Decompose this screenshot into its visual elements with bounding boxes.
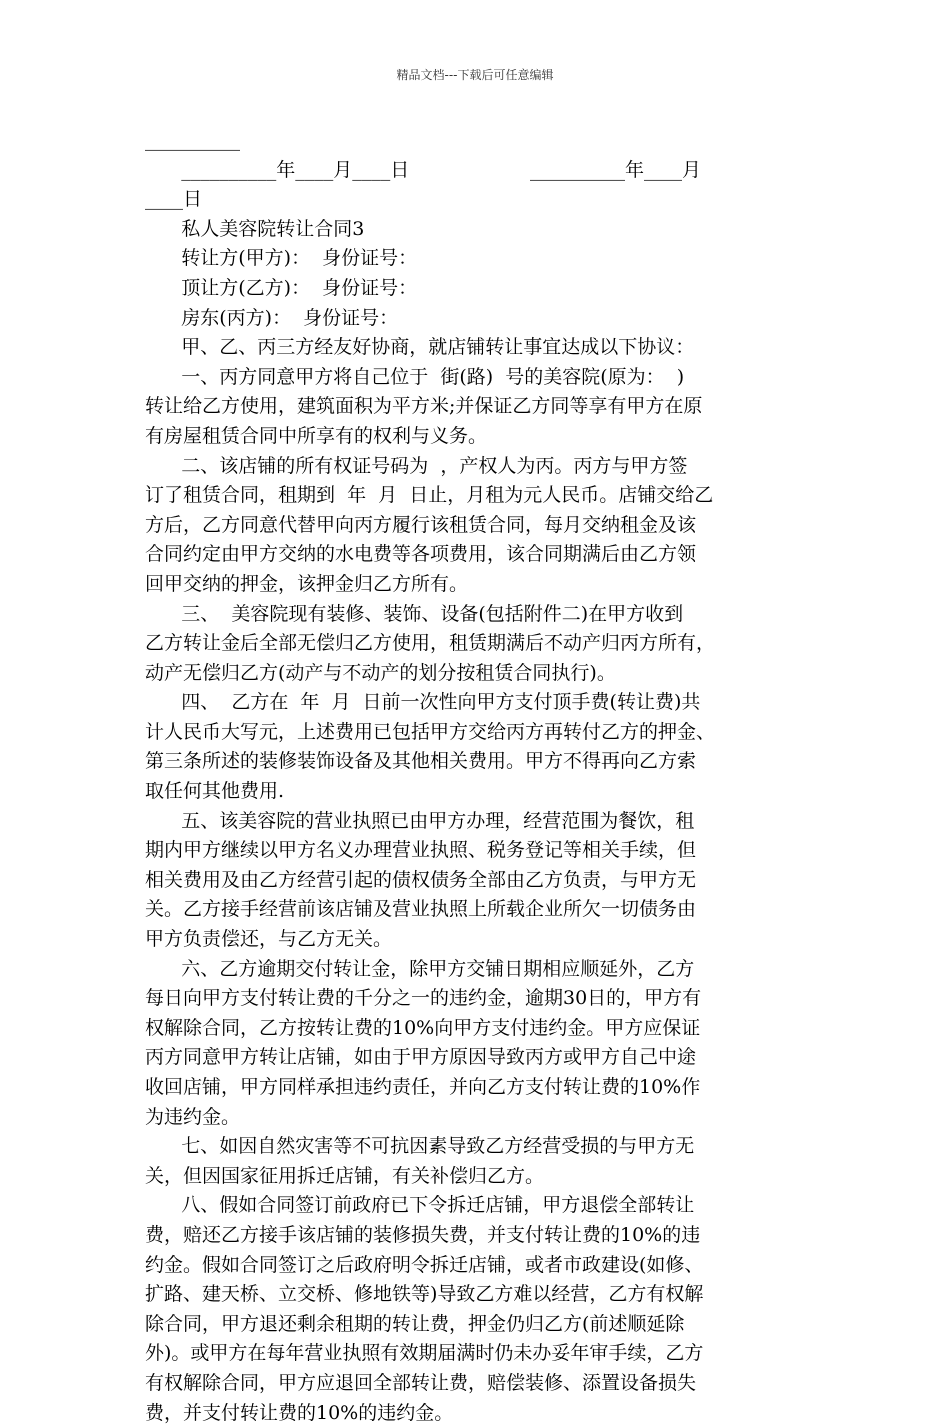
clause-8-line: 八、假如合同签订前政府已下令拆迁店铺，甲方退偿全部转让 — [145, 1194, 695, 1217]
clause-4-line: 取任何其他费用. — [145, 780, 285, 803]
clause-6-line: 每日向甲方支付转让费的千分之一的违约金，逾期30日的，甲方有 — [145, 987, 702, 1010]
clause-2-line: 订了租赁合同，租期到 年 月 日止，月租为元人民币。店铺交给乙 — [145, 484, 714, 507]
clause-6-line: 六、乙方逾期交付转让金，除甲方交铺日期相应顺延外，乙方 — [145, 957, 695, 980]
clause-2-line: 合同约定由甲方交纳的水电费等各项费用，该合同期满后由乙方领 — [145, 543, 697, 566]
clause-8-line: 除合同，甲方退还剩余租期的转让费，押金仍归乙方(前述顺延除 — [145, 1312, 685, 1335]
page-header-note: 精品文档---下载后可任意编辑 — [396, 68, 554, 82]
clause-8-line: 扩路、建天桥、立交桥、修地铁等)导致乙方难以经营，乙方有权解 — [145, 1283, 704, 1306]
clause-6-line: 权解除合同，乙方按转让费的10%向甲方支付违约金。甲方应保证 — [145, 1016, 701, 1039]
clause-7-line: 七、如因自然灾害等不可抗因素导致乙方经营受损的与甲方无 — [145, 1135, 695, 1158]
clause-5-line: 相关费用及由乙方经营引起的债权债务全部由乙方负责，与甲方无 — [145, 868, 697, 891]
clause-4-line: 计人民币大写元，上述费用已包括甲方交给丙方再转付乙方的押金、 — [145, 720, 716, 743]
clause-8-line: 约金。假如合同签订之后政府明令拆迁店铺，或者市政建设(如修、 — [145, 1253, 704, 1276]
contract-title: 私人美容院转让合同3 — [145, 217, 365, 240]
clause-2-line: 二、该店铺的所有权证号码为 ，产权人为丙。丙方与甲方签 — [145, 454, 688, 477]
clause-8-line: 有权解除合同，甲方应退回全部转让费，赔偿装修、添置设备损失 — [145, 1371, 697, 1394]
party-landlord: 房东(丙方)： 身份证号： — [145, 306, 399, 329]
party-transferee: 顶让方(乙方)： 身份证号： — [145, 276, 418, 299]
preamble: 甲、乙、丙三方经友好协商，就店铺转让事宜达成以下协议： — [145, 336, 695, 359]
clause-5-line: 期内甲方继续以甲方名义办理营业执照、税务登记等相关手续，但 — [145, 839, 697, 862]
clause-2-line: 方后，乙方同意代替甲向丙方履行该租赁合同，每月交纳租金及该 — [145, 513, 697, 536]
date-line: __________年____月____日 __________年____月 — [145, 158, 702, 181]
signature-underline: __________ — [145, 129, 240, 151]
clause-6-line: 丙方同意甲方转让店铺，如由于甲方原因导致丙方或甲方自己中途 — [145, 1046, 697, 1069]
clause-3-line: 动产无偿归乙方(动产与不动产的划分按租赁合同执行)。 — [145, 661, 616, 684]
clause-6-line: 收回店铺，甲方同样承担违约责任，并向乙方支付转让费的10%作 — [145, 1076, 701, 1098]
clause-5-line: 五、该美容院的营业执照已由甲方办理，经营范围为餐饮，租 — [145, 809, 695, 832]
clause-4-line: 第三条所述的装修装饰设备及其他相关费用。甲方不得再向乙方索 — [145, 750, 697, 773]
clause-8-line: 费，并支付转让费的10%的违约金。 — [145, 1401, 454, 1424]
date-line-continued: ____日 — [145, 188, 203, 211]
party-transferor: 转让方(甲方)： 身份证号： — [145, 247, 418, 270]
clause-8-line: 费，赔还乙方接手该店铺的装修损失费，并支付转让费的10%的违 — [145, 1223, 701, 1246]
clause-3-line: 三、 美容院现有装修、装饰、设备(包括附件二)在甲方收到 — [145, 602, 684, 625]
contract-body — [145, 126, 810, 1428]
clause-6-line: 为违约金。 — [145, 1105, 241, 1128]
clause-2-line: 回甲交纳的押金，该押金归乙方所有。 — [145, 572, 469, 595]
clause-3-line: 乙方转让金后全部无偿归乙方使用，租赁期满后不动产归丙方所有， — [145, 632, 716, 655]
clause-1-line: 有房屋租赁合同中所享有的权利与义务。 — [145, 424, 488, 447]
clause-5-line: 甲方负责偿还，与乙方无关。 — [145, 928, 393, 951]
clause-7-line: 关，但因国家征用拆迁店铺，有关补偿归乙方。 — [145, 1164, 545, 1187]
clause-8-line: 外)。或甲方在每年营业执照有效期届满时仍未办妥年审手续，乙方 — [145, 1342, 704, 1365]
clause-5-line: 关。乙方接手经营前该店铺及营业执照上所载企业所欠一切债务由 — [145, 898, 697, 921]
clause-4-line: 四、 乙方在 年 月 日前一次性向甲方支付顶手费(转让费)共 — [145, 691, 701, 714]
clause-1-line: 一、丙方同意甲方将自己位于 街(路) 号的美容院(原为： ) — [145, 365, 685, 388]
clause-1-line: 转让给乙方使用，建筑面积为平方米;并保证乙方同等享有甲方在原 — [145, 395, 703, 418]
